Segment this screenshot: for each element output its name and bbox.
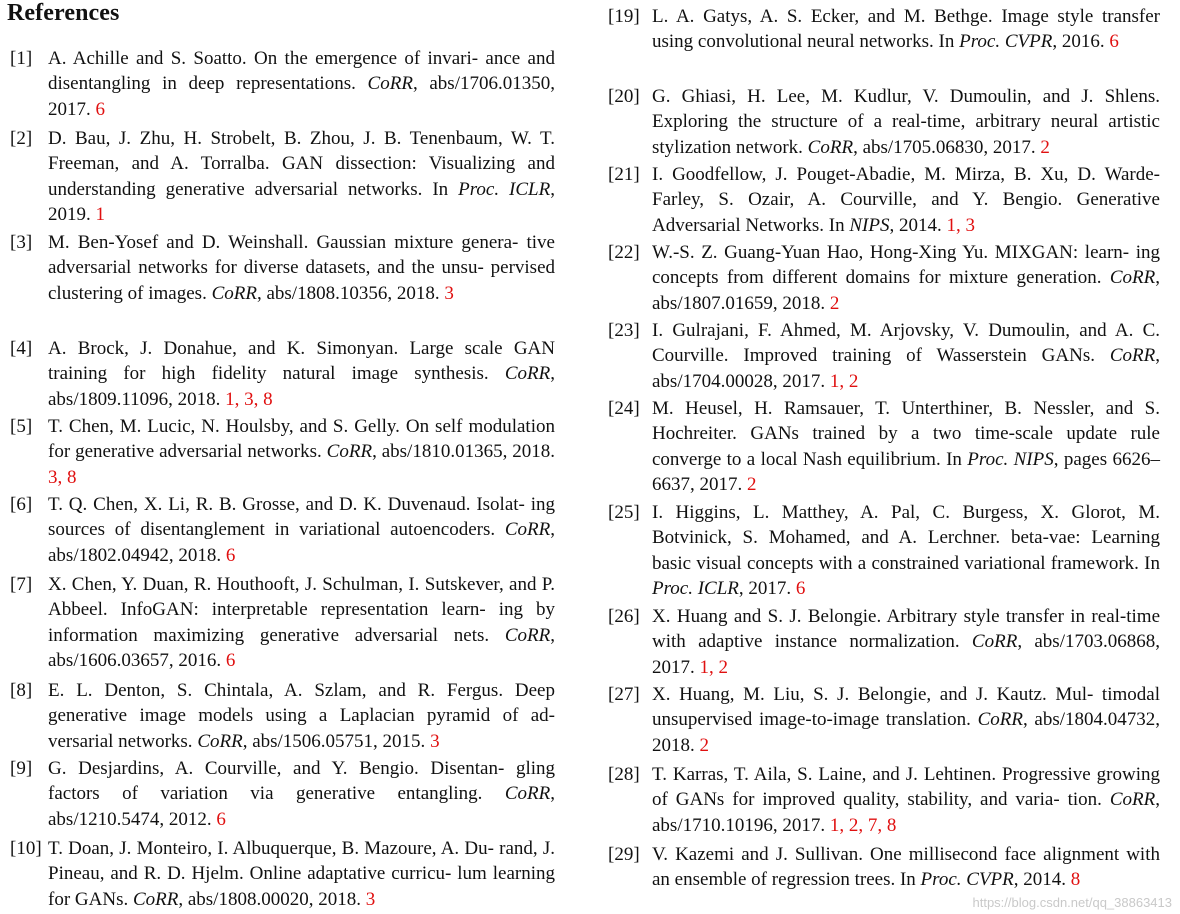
reference-number: [29] [608,844,640,865]
reference-text [652,240,1160,316]
reference-entry [10,836,555,912]
reference-text [652,762,1160,838]
reference-details: , abs/1704.00028, 2017. [652,345,1160,392]
reference-entry [10,336,555,412]
reference-text [652,604,1160,680]
reference-details: , abs/1710.10196, 2017. [652,789,1160,836]
backref-link[interactable]: 3 [430,730,440,752]
backref-link[interactable]: 1, 2 [829,370,859,392]
reference-details: , abs/1807.01659, 2018. [652,267,1160,314]
reference-venue: CoRR [504,783,551,805]
reference-number: [7] [10,574,33,595]
reference-venue: CoRR [1109,345,1156,367]
reference-venue: CoRR [1109,789,1156,811]
reference-entry [608,240,1160,316]
reference-venue: Proc. NIPS [967,448,1054,470]
reference-details: , abs/1808.10356, 2018. [256,282,445,304]
reference-authors-title: W.-S. Z. Guang-Yuan Hao, Hong-Xing Yu. MIXGAN: learn- ing concepts from different domains for mixture generation. [652,242,1160,289]
reference-text [652,4,1160,55]
reference-text [48,230,555,306]
reference-number: [24] [608,398,640,419]
reference-text [48,756,555,832]
reference-number: [23] [608,320,640,341]
reference-venue: Proc. CVPR [959,31,1053,53]
reference-text [652,842,1160,893]
reference-number: [27] [608,684,640,705]
backref-link[interactable]: 1, 3, 8 [225,388,273,410]
reference-details: , abs/1705.06830, 2017. [853,136,1041,158]
reference-authors-title: X. Huang and S. J. Belongie. Arbitrary style transfer in real-time with adaptive instance normalization. [652,606,1160,653]
reference-authors-title: T. Q. Chen, X. Li, R. B. Grosse, and D. K. Duvenaud. Isolat- ing sources of disentanglement in variational autoencoders. [48,494,555,541]
reference-entry [10,678,555,754]
reference-authors-title: T. Karras, T. Aila, S. Laine, and J. Lehtinen. Progressive growing of GANs for improved quality, stability, and varia- tion. [652,764,1160,811]
reference-number: [28] [608,764,640,785]
reference-venue: CoRR [1109,267,1156,289]
reference-entry [10,756,555,832]
reference-entry [608,604,1160,680]
backref-link[interactable]: 6 [216,808,226,830]
reference-details: , 2014. [889,214,947,236]
backref-link[interactable]: 3 [444,282,454,304]
backref-link[interactable]: 6 [225,649,236,671]
reference-details: , 2014. [1013,869,1071,891]
reference-authors-title: A. Achille and S. Soatto. On the emergence of invari- ance and disentangling in deep representations. [48,48,555,95]
reference-number: [6] [10,494,33,515]
reference-text [48,678,555,754]
reference-venue: CoRR [504,519,551,541]
backref-link[interactable]: 6 [225,544,236,566]
backref-link[interactable]: 1, 2 [699,656,728,678]
reference-entry [608,762,1160,838]
backref-link[interactable]: 2 [1040,136,1050,158]
reference-number: [1] [10,48,33,69]
reference-number: [10] [10,838,42,859]
reference-number: [21] [608,164,640,185]
reference-number: [25] [608,502,640,523]
reference-text [48,492,555,568]
reference-number: [8] [10,680,33,701]
reference-entry [10,492,555,568]
reference-venue: CoRR [197,730,243,752]
reference-authors-title: A. Brock, J. Donahue, and K. Simonyan. Large scale GAN training for high fidelity natural image synthesis. [48,338,555,385]
reference-venue: CoRR [971,631,1018,653]
reference-text [652,84,1160,160]
reference-authors-title: X. Huang, M. Liu, S. J. Belongie, and J. Kautz. Mul- timodal unsupervised image-to-image translation. [652,684,1160,731]
reference-details: , 2017. [738,577,796,599]
reference-venue: Proc. ICLR [652,577,739,599]
reference-number: [22] [608,242,640,263]
reference-authors-title: D. Bau, J. Zhu, H. Strobelt, B. Zhou, J. B. Tenenbaum, W. T. Freeman, and A. Torralba. GAN dissection: Visualizing and understanding generative adversarial networks. In [48,128,555,200]
references-heading: References [7,0,120,26]
reference-authors-title: T. Chen, M. Lucic, N. Houlsby, and S. Gelly. On self modulation for generative adversarial networks. [48,416,555,463]
reference-details: , abs/1703.06868, 2017. [652,631,1160,678]
reference-details: , abs/1808.00020, 2018. [178,888,366,910]
reference-details: , pages 6626–6637, 2017. [652,448,1160,495]
backref-link[interactable]: 3 [365,888,376,910]
reference-entry [608,396,1160,497]
reference-details: , abs/1606.03657, 2016. [48,624,555,671]
reference-venue: CoRR [367,73,413,95]
reference-venue: CoRR [211,282,257,304]
reference-authors-title: I. Higgins, L. Matthey, A. Pal, C. Burgess, X. Glorot, M. Botvinick, S. Mohamed, and A. Lerchner. beta-vae: Learning basic visual concepts with a constrained variational framework. In [652,502,1160,574]
reference-authors-title: G. Desjardins, A. Courville, and Y. Bengio. Disentan- gling factors of variation via generative entangling. [48,758,555,805]
reference-authors-title: I. Gulrajani, F. Ahmed, M. Arjovsky, V. Dumoulin, and A. C. Courville. Improved training of Wasserstein GANs. [652,320,1160,367]
reference-entry [608,318,1160,394]
reference-entry [608,500,1160,601]
reference-number: [26] [608,606,640,627]
backref-link[interactable]: 1, 2, 7, 8 [829,814,897,836]
reference-entry [10,46,555,122]
reference-text [652,500,1160,601]
reference-venue: CoRR [504,363,551,385]
reference-entry [10,230,555,306]
reference-details: , 2016. [1052,31,1110,53]
backref-link[interactable]: 6 [95,98,105,120]
reference-authors-title: M. Heusel, H. Ramsauer, T. Unterthiner, B. Nessler, and S. Hochreiter. GANs trained by a two time-scale update rule converge to a local Nash equilibrium. In [652,398,1160,470]
reference-authors-title: X. Chen, Y. Duan, R. Houthooft, J. Schulman, I. Sutskever, and P. Abbeel. InfoGAN: interpretable representation learn- ing by information maximizing generative adversarial nets. [48,574,555,646]
reference-entry [608,842,1160,893]
reference-details: , abs/1810.01365, 2018. [372,441,555,463]
reference-authors-title: V. Kazemi and J. Sullivan. One millisecond face alignment with an ensemble of regression trees. In [652,844,1160,891]
reference-authors-title: E. L. Denton, S. Chintala, A. Szlam, and R. Fergus. Deep generative image models using a Laplacian pyramid of ad- versarial networks. [48,680,555,752]
backref-link[interactable]: 2 [829,292,840,314]
reference-venue: Proc. CVPR [920,869,1014,891]
reference-authors-title: T. Doan, J. Monteiro, I. Albuquerque, B. Mazoure, A. Du- rand, J. Pineau, and R. D. Hjelm. Online adaptative curricu- lum learning for GANs. [48,838,555,910]
reference-entry [608,162,1160,238]
backref-link[interactable]: 1 [95,203,105,225]
reference-venue: Proc. ICLR [458,178,551,200]
reference-text [48,126,555,227]
reference-entry [608,682,1160,758]
reference-text [652,396,1160,497]
backref-link[interactable]: 2 [699,734,709,756]
reference-entry [608,4,1160,55]
reference-text [48,836,555,912]
reference-text [48,414,555,490]
reference-entry [608,84,1160,160]
reference-text [652,682,1160,758]
reference-text [652,318,1160,394]
reference-number: [2] [10,128,33,149]
reference-details: , abs/1506.05751, 2015. [242,730,431,752]
reference-details: , abs/1706.01350, 2017. [48,73,555,120]
reference-text [48,572,555,673]
reference-text [48,336,555,412]
reference-number: [5] [10,416,33,437]
reference-entry [10,126,555,227]
reference-text [48,46,555,122]
reference-venue: CoRR [977,709,1023,731]
reference-details: , abs/1802.04942, 2018. [48,519,555,566]
backref-link[interactable]: 6 [1109,31,1119,53]
backref-link[interactable]: 8 [1070,869,1081,891]
reference-number: [20] [608,86,640,107]
reference-venue: CoRR [504,624,551,646]
reference-venue: CoRR [132,888,179,910]
reference-number: [19] [608,6,640,27]
reference-entry [10,572,555,673]
reference-number: [3] [10,232,33,253]
reference-details: , abs/1804.04732, 2018. [652,709,1160,756]
reference-entry [10,414,555,490]
reference-number: [9] [10,758,33,779]
reference-authors-title: L. A. Gatys, A. S. Ecker, and M. Bethge. Image style transfer using convolutional neural networks. In [652,6,1160,53]
backref-link[interactable]: 6 [795,577,806,599]
reference-details: , 2019. [48,178,555,225]
backref-link[interactable]: 1, 3 [946,214,975,236]
reference-venue: NIPS [849,214,890,236]
backref-link[interactable]: 3, 8 [48,466,77,488]
backref-link[interactable]: 2 [747,473,757,495]
reference-authors-title: G. Ghiasi, H. Lee, M. Kudlur, V. Dumoulin, and J. Shlens. Exploring the structure of a real-time, arbitrary neural artistic stylization network. [652,86,1160,158]
reference-text [652,162,1160,238]
reference-details: , abs/1809.11096, 2018. [48,363,555,410]
reference-details: , abs/1210.5474, 2012. [48,783,555,830]
reference-authors-title: I. Goodfellow, J. Pouget-Abadie, M. Mirza, B. Xu, D. Warde- Farley, S. Ozair, A. Courville, and Y. Bengio. Generative Adversarial Networks. In [652,164,1160,236]
reference-venue: CoRR [807,136,854,158]
watermark: https://blog.csdn.net/qq_38863413 [972,895,1172,910]
reference-venue: CoRR [326,441,373,463]
reference-authors-title: M. Ben-Yosef and D. Weinshall. Gaussian mixture genera- tive adversarial networks for diverse datasets, and the unsu- pervised clustering of images. [48,232,555,304]
reference-number: [4] [10,338,33,359]
